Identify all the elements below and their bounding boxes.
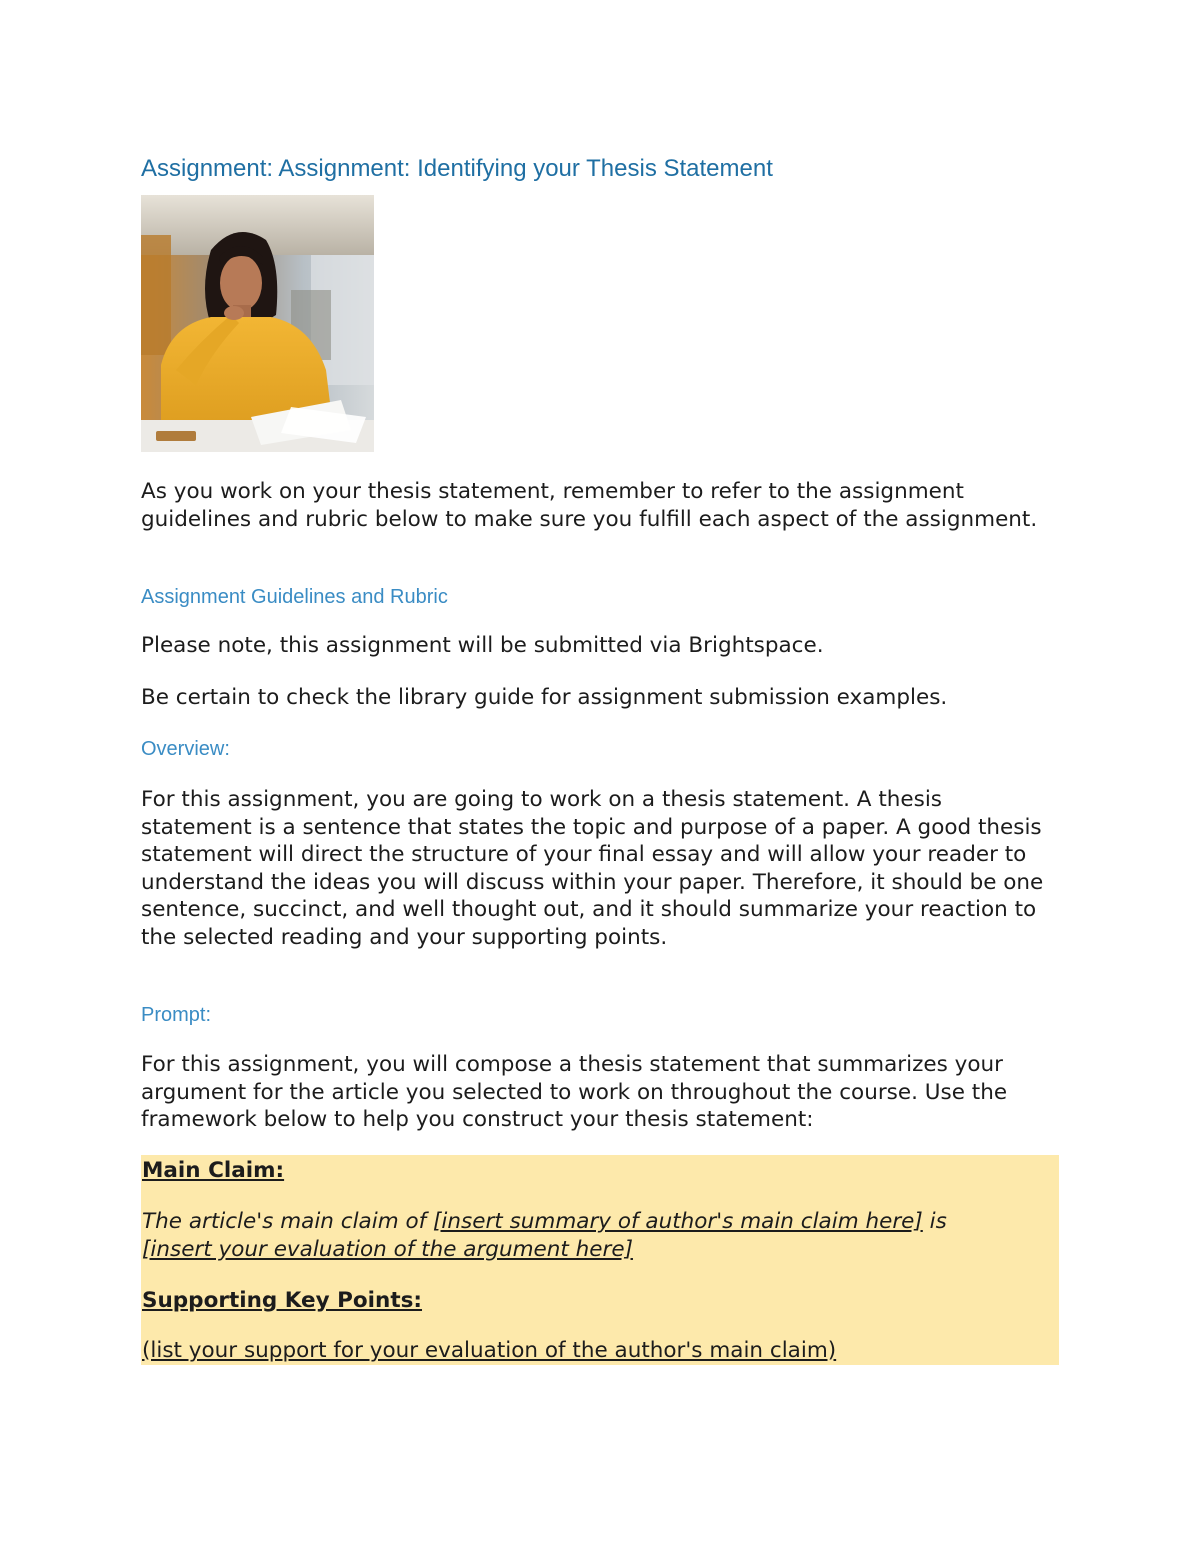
claim-connector: is [922, 1209, 947, 1234]
evaluation-placeholder: [insert your evaluation of the argument here] [142, 1236, 633, 1262]
prompt-paragraph: For this assignment, you will compose a thesis statement that summarizes your argument for the article you selected to work on throughout the course. Use the framework below to help you construct your thesis statement: [141, 1052, 1008, 1132]
thesis-framework-box [141, 1155, 1059, 1365]
woman-reading-document-photo [141, 195, 374, 452]
guidelines-heading: Assignment Guidelines and Rubric [141, 586, 448, 608]
claim-placeholder: [insert summary of author's main claim here] [433, 1209, 923, 1234]
intro-paragraph: As you work on your thesis statement, remember to refer to the assignment guidelines and rubric below to make sure you fulfill each aspect of the assignment. [141, 479, 1038, 532]
overview-heading: Overview: [141, 738, 230, 760]
main-claim-label: Main Claim: [142, 1158, 285, 1183]
page-title: Assignment: Assignment: Identifying your Thesis Statement [141, 155, 773, 182]
submission-note: Please note, this assignment will be submitted via Brightspace. [141, 633, 824, 658]
overview-paragraph: For this assignment, you are going to work on a thesis statement. A thesis statement is a sentence that states the topic and purpose of a paper. A good thesis statement will direct the structure of your final essay and will allow your reader to understand the ideas you will discuss within your paper. Therefore, it should be one sentence, succinct, and well thought out, and it should summarize your reaction to the selected reading and your supporting points. [141, 787, 1044, 950]
supporting-points-text: (list your support for your evaluation of the author's main claim) [142, 1338, 837, 1363]
library-note: Be certain to check the library guide for assignment submission examples. [141, 685, 948, 710]
main-claim-template [142, 1208, 1002, 1263]
supporting-points-label: Supporting Key Points: [142, 1288, 423, 1313]
claim-prefix: The article's main claim of [142, 1209, 434, 1234]
prompt-heading: Prompt: [141, 1004, 212, 1026]
